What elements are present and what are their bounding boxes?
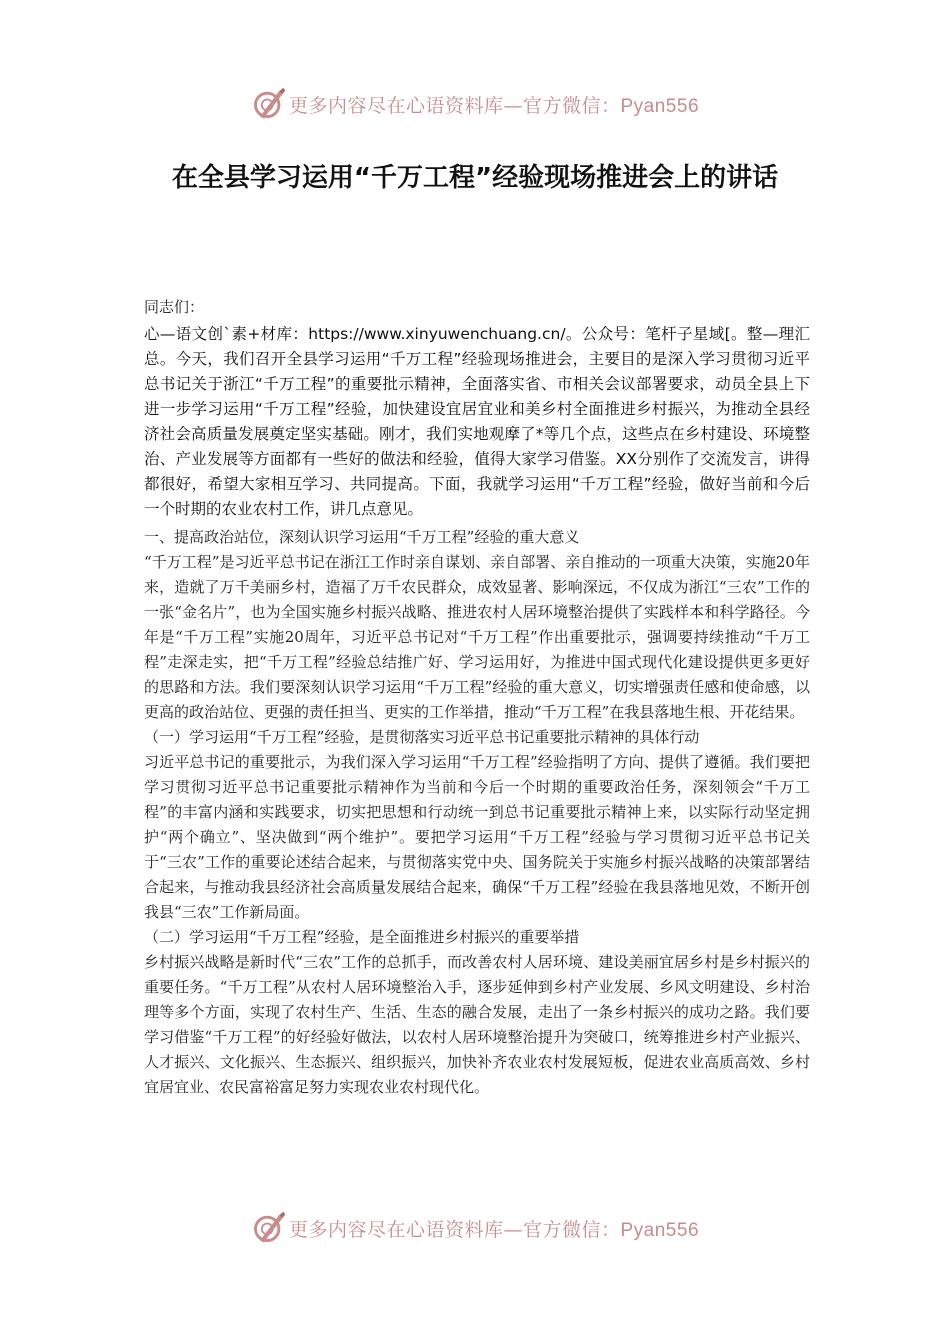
page-title: 在全县学习运用“千万工程”经验现场推进会上的讲话: [171, 163, 779, 193]
intro-paragraph: 心—语文创`素+材库：https://www.xinyuwenchuang.cn/。公众号：笔杆子星域[。整—理汇总。今天，我们召开全县学习运用“千万工程”经验现场推进会，主要目的是深入学习贯彻习近平总书记关于浙江“千万工程”的重要批示精神，全面落实省、市相关会议部署要求，动员全县上下进一步学习运用“千万工程”经验，加快建设宜居宜业和美乡村全面推进乡村振兴，为推动全县经济社会高质量发展奠定坚实基础。刚才，我们实地观摩了*等几个点，这些点在乡村建设、环境整治、产业发展等方面都有一些好的做法和经验，值得大家学习借鉴。XX分别作了交流发言，讲得都很好，希望大家相互学习、共同提高。下面，我就学习运用“千万工程”经验，做好当前和今后一个时期的农业农村工作，讲几点意见。: [144, 325, 810, 518]
watermark-text: 更多内容尽在心语资料库—官方微信：Pyan556: [288, 94, 700, 117]
pen-logo-icon: [251, 1210, 287, 1246]
section-1-heading: 一、提高政治站位，深刻认识学习运用“千万工程”经验的重大意义: [144, 528, 580, 546]
watermark-wechat-id: Pyan556: [620, 95, 700, 117]
watermark-wechat-id: Pyan556: [620, 1219, 700, 1241]
document-body: [144, 296, 810, 1100]
section-1-paragraph: “千万工程”是习近平总书记在浙江工作时亲自谋划、亲自部署、亲自推动的一项重大决策，实施20年来，造就了万千美丽乡村，造福了万千农民群众，成效显著、影响深远，不仅成为浙江“三农”工作的一张“金名片”，也为全国实施乡村振兴战略、推进农村人居环境整治提供了实践样本和科学路径。今年是“千万工程”实施20周年，习近平总书记对“千万工程”作出重要批示，强调要持续推动“千万工程”走深走实，把“千万工程”经验总结推广好、学习运用好，为推进中国式现代化建设提供更多更好的思路和方法。我们要深刻认识学习运用“千万工程”经验的重大意义，切实增强责任感和使命感，以更高的政治站位、更强的责任担当、更实的工作举措，推动“千万工程”在我县落地生根、开花结果。: [144, 553, 810, 721]
watermark-banner-bottom: [0, 1210, 950, 1246]
watermark-text: 更多内容尽在心语资料库—官方微信：Pyan556: [288, 1218, 700, 1241]
watermark-banner-top: [0, 86, 950, 122]
subsection-2-paragraph: 乡村振兴战略是新时代“三农”工作的总抓手，而改善农村人居环境、建设美丽宜居乡村是乡村振兴的重要任务。“千万工程”从农村人居环境整治入手，逐步延伸到乡村产业发展、乡风文明建设、乡村治理等多个方面，实现了农村生产、生活、生态的融合发展，走出了一条乡村振兴的成功之路。我们要学习借鉴“千万工程”的好经验好做法，以农村人居环境整治提升为突破口，统筹推进乡村产业振兴、人才振兴、文化振兴、生态振兴、组织振兴，加快补齐农业农村发展短板，促进农业高质高效、乡村宜居宜业、农民富裕富足努力实现农业农村现代化。: [144, 953, 810, 1096]
subsection-1-heading: （一）学习运用“千万工程”经验，是贯彻落实习近平总书记重要批示精神的具体行动: [144, 728, 700, 746]
subsection-1-paragraph: 习近平总书记的重要批示，为我们深入学习运用“千万工程”经验指明了方向、提供了遵循。我们要把学习贯彻习近平总书记重要批示精神作为当前和今后一个时期的重要政治任务，深刻领会“千万工程”的丰富内涵和实践要求，切实把思想和行动统一到总书记重要批示精神上来，以实际行动坚定拥护“两个确立”、坚决做到“两个维护”。要把学习运用“千万工程”经验与学习贯彻习近平总书记关于“三农”工作的重要论述结合起来，与贯彻落实党中央、国务院关于实施乡村振兴战略的决策部署结合起来，与推动我县经济社会高质量发展结合起来，确保“千万工程”经验在我县落地见效，不断开创我县“三农”工作新局面。: [144, 753, 810, 921]
salutation: 同志们：: [144, 298, 205, 316]
subsection-2-heading: （二）学习运用“千万工程”经验，是全面推进乡村振兴的重要举措: [144, 928, 580, 946]
pen-logo-icon: [251, 86, 287, 122]
